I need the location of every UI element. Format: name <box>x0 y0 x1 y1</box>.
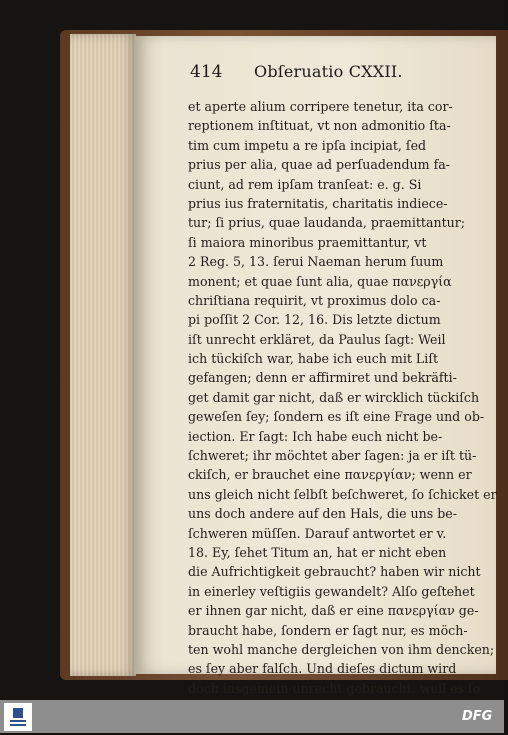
page-header <box>190 62 490 88</box>
text-line: iection. Er ſagt: Ich habe euch nicht be- <box>188 428 443 444</box>
text-line: gefangen; denn er affirmiret und bekräfti- <box>188 370 457 386</box>
text-line: get damit gar nicht, daß er wircklich tückiſch <box>188 389 480 405</box>
running-title: Obſeruatio CXXII. <box>254 62 403 81</box>
text-line: doch insgemein unrecht gebraucht, weil es ſo <box>188 680 481 696</box>
dfg-logo: DFG <box>462 709 493 724</box>
text-line: tur; ſi prius, quae laudanda, praemittantur; <box>188 215 466 231</box>
page-edges <box>70 34 136 676</box>
text-line: uns gleich nicht ſelbſt beſchweret, ſo ſchicket er <box>188 486 497 502</box>
text-line: ſi maiora minoribus praemittantur, vt <box>188 234 427 250</box>
text-line: ckiſch, er brauchet eine πανεργίαν; wenn er <box>188 467 472 483</box>
text-line: monent; et quae ſunt alia, quae πανεργία <box>188 273 452 289</box>
text-line: prius per alia, quae ad perſuadendum fa- <box>188 157 450 173</box>
text-line: uns doch andere auf den Hals, die uns be- <box>188 506 458 522</box>
text-line: ten wohl manche dergleichen von ihm dencken; <box>188 641 495 657</box>
text-line: ſchweren müſſen. Darauf antwortet er v. <box>188 525 447 541</box>
page-number: 414 <box>190 62 223 82</box>
text-line: es ſey aber falſch. Und dieſes dictum wird <box>188 661 457 677</box>
text-line: prius ius fraternitatis, charitatis indiece- <box>188 195 448 211</box>
text-line: et aperte alium corripere tenetur, ita cor- <box>188 99 453 114</box>
text-line: geweſen ſey; ſondern es iſt eine Frage und ob- <box>188 409 485 425</box>
text-line: braucht habe, ſondern er ſagt nur, es möch- <box>188 622 468 638</box>
text-line: tim cum impetu a re ipſa incipiat, ſed <box>188 137 427 153</box>
text-line: ſchweret; ihr möchtet aber ſagen: ja er iſt tü- <box>188 448 477 464</box>
text-line: die Aufrichtigkeit gebraucht? haben wir nicht <box>188 564 481 580</box>
text-line: chriſtiana requirit, vt proximus dolo ca- <box>188 292 441 308</box>
text-line: ich tückiſch war, habe ich euch mit Liſt <box>188 351 439 367</box>
library-logo-icon <box>4 703 32 731</box>
text-line: pi poſſit 2 Cor. 12, 16. Dis letzte dictum <box>188 312 441 328</box>
viewer-footer-bar <box>0 700 504 733</box>
text-line: reptionem inſtituat, vt non admonitio ſta- <box>188 118 451 134</box>
text-line: in einerley veſtigiis gewandelt? Alſo geſtehet <box>188 583 475 599</box>
text-line: iſt unrecht erkläret, da Paulus ſagt: Weil <box>188 331 446 347</box>
text-line: er ihnen gar nicht, daß er eine πανεργίαν ge- <box>188 603 479 619</box>
text-line: ciunt, ad rem ipſam tranſeat: e. g. Si <box>188 176 422 192</box>
text-line: 2 Reg. 5, 13. ſerui Naeman herum ſuum <box>188 254 444 270</box>
text-line: 18. Ey, ſehet Titum an, hat er nicht eben <box>188 544 447 560</box>
